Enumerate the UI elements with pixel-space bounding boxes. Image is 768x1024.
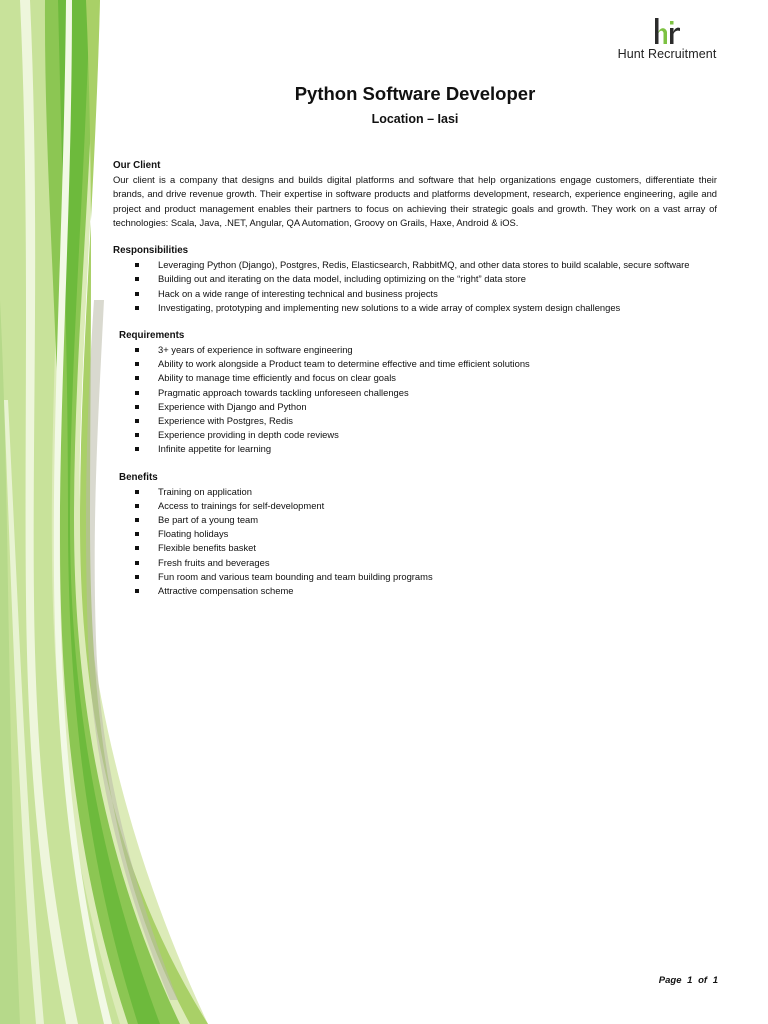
- requirements-heading: Requirements: [119, 330, 185, 341]
- list-item: Fun room and various team bounding and team building programs: [119, 570, 717, 584]
- requirements-section: [113, 315, 717, 598]
- job-location: Location – Iasi: [371, 112, 459, 126]
- benefits-list: [119, 485, 717, 599]
- requirements-list: [119, 343, 717, 457]
- list-item: Leveraging Python (Django), Postgres, Redis, Elasticsearch, RabbitMQ, and other data stores to build scalable, secure software: [113, 258, 717, 272]
- list-item: Training on application: [119, 485, 717, 499]
- list-item: Flexible benefits basket: [119, 541, 717, 555]
- list-item: Experience with Django and Python: [119, 400, 717, 414]
- list-item: Be part of a young team: [119, 513, 717, 527]
- job-title: Python Software Developer: [294, 83, 536, 104]
- client-heading: Our Client: [113, 160, 161, 171]
- list-item: Experience providing in depth code reviews: [119, 428, 717, 442]
- responsibilities-heading: Responsibilities: [113, 245, 189, 257]
- benefits-heading: Benefits: [119, 471, 158, 483]
- list-item: Hack on a wide range of interesting technical and business projects: [113, 287, 717, 301]
- page-current: 1: [687, 975, 693, 986]
- list-item: Experience with Postgres, Redis: [119, 414, 717, 428]
- hr-logo-icon: [649, 16, 685, 46]
- page-footer: [659, 975, 718, 986]
- list-item: 3+ years of experience in software engineering: [119, 343, 717, 357]
- page-total: 1: [712, 975, 718, 986]
- page-of-label: of: [698, 975, 708, 986]
- list-item: Ability to manage time efficiently and focus on clear goals: [119, 371, 717, 385]
- list-item: Infinite appetite for learning: [119, 442, 717, 456]
- logo-text: Hunt Recruitment: [617, 47, 717, 61]
- list-item: Pragmatic approach towards tackling unforeseen challenges: [119, 386, 717, 400]
- list-item: Investigating, prototyping and implementing new solutions to a wide array of complex system design challenges: [113, 301, 717, 315]
- list-item: Building out and iterating on the data model, including optimizing on the “right” data store: [113, 272, 717, 286]
- company-logo: [612, 16, 722, 61]
- page-label: Page: [658, 975, 682, 986]
- list-item: Ability to work alongside a Product team to determine effective and time efficient solutions: [119, 357, 717, 371]
- responsibilities-list: [113, 258, 717, 315]
- list-item: Fresh fruits and beverages: [119, 556, 717, 570]
- job-description: [113, 82, 717, 598]
- list-item: Access to trainings for self-development: [119, 499, 717, 513]
- list-item: Floating holidays: [119, 527, 717, 541]
- list-item: Attractive compensation scheme: [119, 584, 717, 598]
- client-description: Our client is a company that designs and builds digital platforms and software that help organizations engage customers, differentiate their brands, and drive revenue growth. Their expertise in software products and platforms development, research, experience engineering, agile and project and product management enables their partners to focus on achieving their strategic goals and growth. They work on a vast array of technologies: Scala, Java, .NET, Angular, QA Automation, Groovy on Grails, Haxe, Android & iOS.: [113, 174, 717, 228]
